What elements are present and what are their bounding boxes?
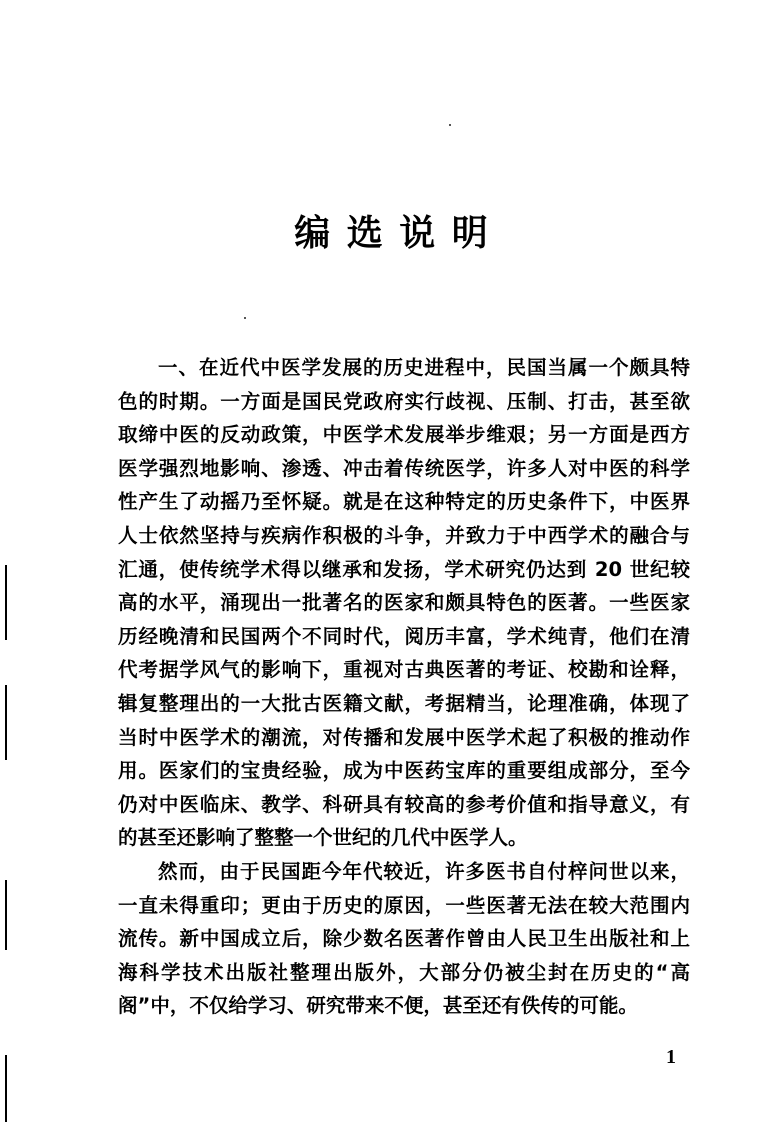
paragraph-2 bbox=[118, 855, 690, 1023]
text-line: 仍对中医临床、教学、科研具有较高的参考价值和指导意义，有 bbox=[118, 792, 690, 816]
text-line: 人士依然坚持与疾病作积极的斗争，并致力于中西学术的融合与 bbox=[118, 523, 690, 547]
text-line: 代考据学风气的影响下，重视对古典医著的考证、校勘和诠释， bbox=[118, 658, 690, 682]
paragraph-1 bbox=[118, 351, 690, 855]
scan-edge-mark bbox=[5, 1055, 7, 1122]
page-title: 编 选 说 明 bbox=[294, 213, 490, 254]
text-line: 医学强烈地影响、渗透、冲击着传统医学，许多人对中医的科学 bbox=[118, 456, 690, 480]
text-line: 色的时期。一方面是国民党政府实行歧视、压制、打击，甚至欲 bbox=[118, 389, 690, 413]
text-line: 流传。新中国成立后，除少数名医著作曾由人民卫生出版社和上 bbox=[118, 927, 690, 951]
text-line: 性产生了动摇乃至怀疑。就是在这种特定的历史条件下，中医界 bbox=[118, 490, 690, 514]
scan-edge-mark bbox=[5, 685, 7, 760]
page-number: 1 bbox=[666, 1046, 676, 1068]
text-line: 一、在近代中医学发展的历史进程中，民国当属一个颇具特 bbox=[158, 356, 690, 379]
document-body bbox=[118, 351, 690, 1023]
text-line: 辑复整理出的一大批古医籍文献，考据精当，论理准确，体现了 bbox=[118, 691, 690, 715]
text-line: 海科学技术出版社整理出版外，大部分仍被尘封在历史的“高 bbox=[118, 960, 690, 984]
text-line: 阁”中，不仅给学习、研究带来不便，甚至还有佚传的可能。 bbox=[118, 994, 638, 1018]
scan-speck bbox=[449, 124, 451, 126]
text-line: 取缔中医的反动政策，中医学术发展举步维艰；另一方面是西方 bbox=[118, 423, 690, 447]
scan-speck bbox=[244, 317, 246, 319]
text-line: 汇通，使传统学术得以继承和发扬，学术研究仍达到 20 世纪较 bbox=[118, 557, 690, 581]
text-line: 高的水平，涌现出一批著名的医家和颇具特色的医著。一些医家 bbox=[118, 591, 690, 615]
text-line: 当时中医学术的潮流，对传播和发展中医学术起了积极的推动作 bbox=[118, 725, 690, 749]
text-line: 然而，由于民国距今年代较近，许多医书自付梓问世以来， bbox=[158, 859, 690, 883]
text-line: 的甚至还影响了整整一个世纪的几代中医学人。 bbox=[118, 826, 528, 850]
text-line: 一直未得重印；更由于历史的原因，一些医著无法在较大范围内 bbox=[118, 893, 690, 917]
scan-edge-mark bbox=[5, 880, 7, 950]
text-line: 用。医家们的宝贵经验，成为中医药宝库的重要组成部分，至今 bbox=[118, 759, 690, 783]
scan-edge-mark bbox=[5, 565, 7, 640]
text-line: 历经晚清和民国两个不同时代，阅历丰富，学术纯青，他们在清 bbox=[118, 624, 690, 648]
